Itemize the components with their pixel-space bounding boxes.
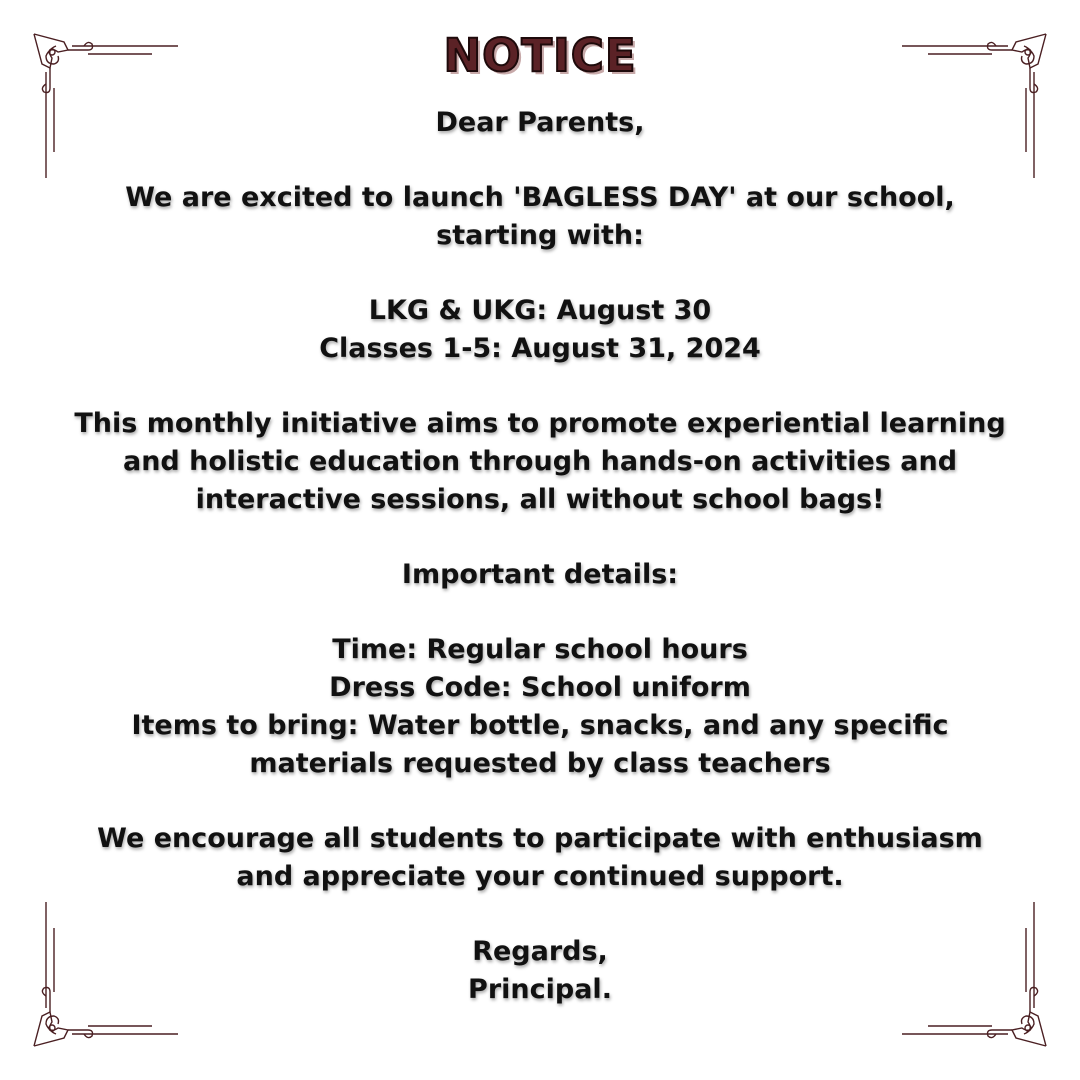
description-line: interactive sessions, all without school bags! (195, 484, 885, 515)
detail-time: Time: Regular school hours (332, 634, 748, 665)
description-line: This monthly initiative aims to promote experiential learning (74, 408, 1006, 439)
paragraph-gap (60, 594, 1020, 631)
detail-items: Items to bring: Water bottle, snacks, and any specific (131, 710, 949, 741)
paragraph-gap (60, 783, 1020, 820)
paragraph-gap (60, 519, 1020, 556)
paragraph-gap (60, 896, 1020, 933)
detail-items: materials requested by class teachers (249, 748, 831, 779)
paragraph-gap (60, 142, 1020, 179)
notice-title: NOTICE (443, 29, 637, 82)
notice-body (60, 104, 1020, 1009)
signoff: Regards, (472, 936, 608, 967)
intro-line: starting with: (436, 220, 644, 251)
closing-line: We encourage all students to participate with enthusiasm (97, 823, 983, 854)
closing-line: and appreciate your continued support. (236, 861, 844, 892)
detail-dress-code: Dress Code: School uniform (329, 672, 751, 703)
details-heading: Important details: (401, 559, 679, 590)
salutation: Dear Parents, (435, 107, 645, 138)
intro-line: We are excited to launch 'BAGLESS DAY' at our school, (125, 182, 955, 213)
signer: Principal. (468, 974, 612, 1005)
date-line-kindergarten: LKG & UKG: August 30 (368, 295, 712, 326)
paragraph-gap (60, 368, 1020, 405)
date-line-classes: Classes 1-5: August 31, 2024 (319, 333, 761, 364)
paragraph-gap (60, 255, 1020, 292)
description-line: and holistic education through hands-on activities and (122, 446, 958, 477)
